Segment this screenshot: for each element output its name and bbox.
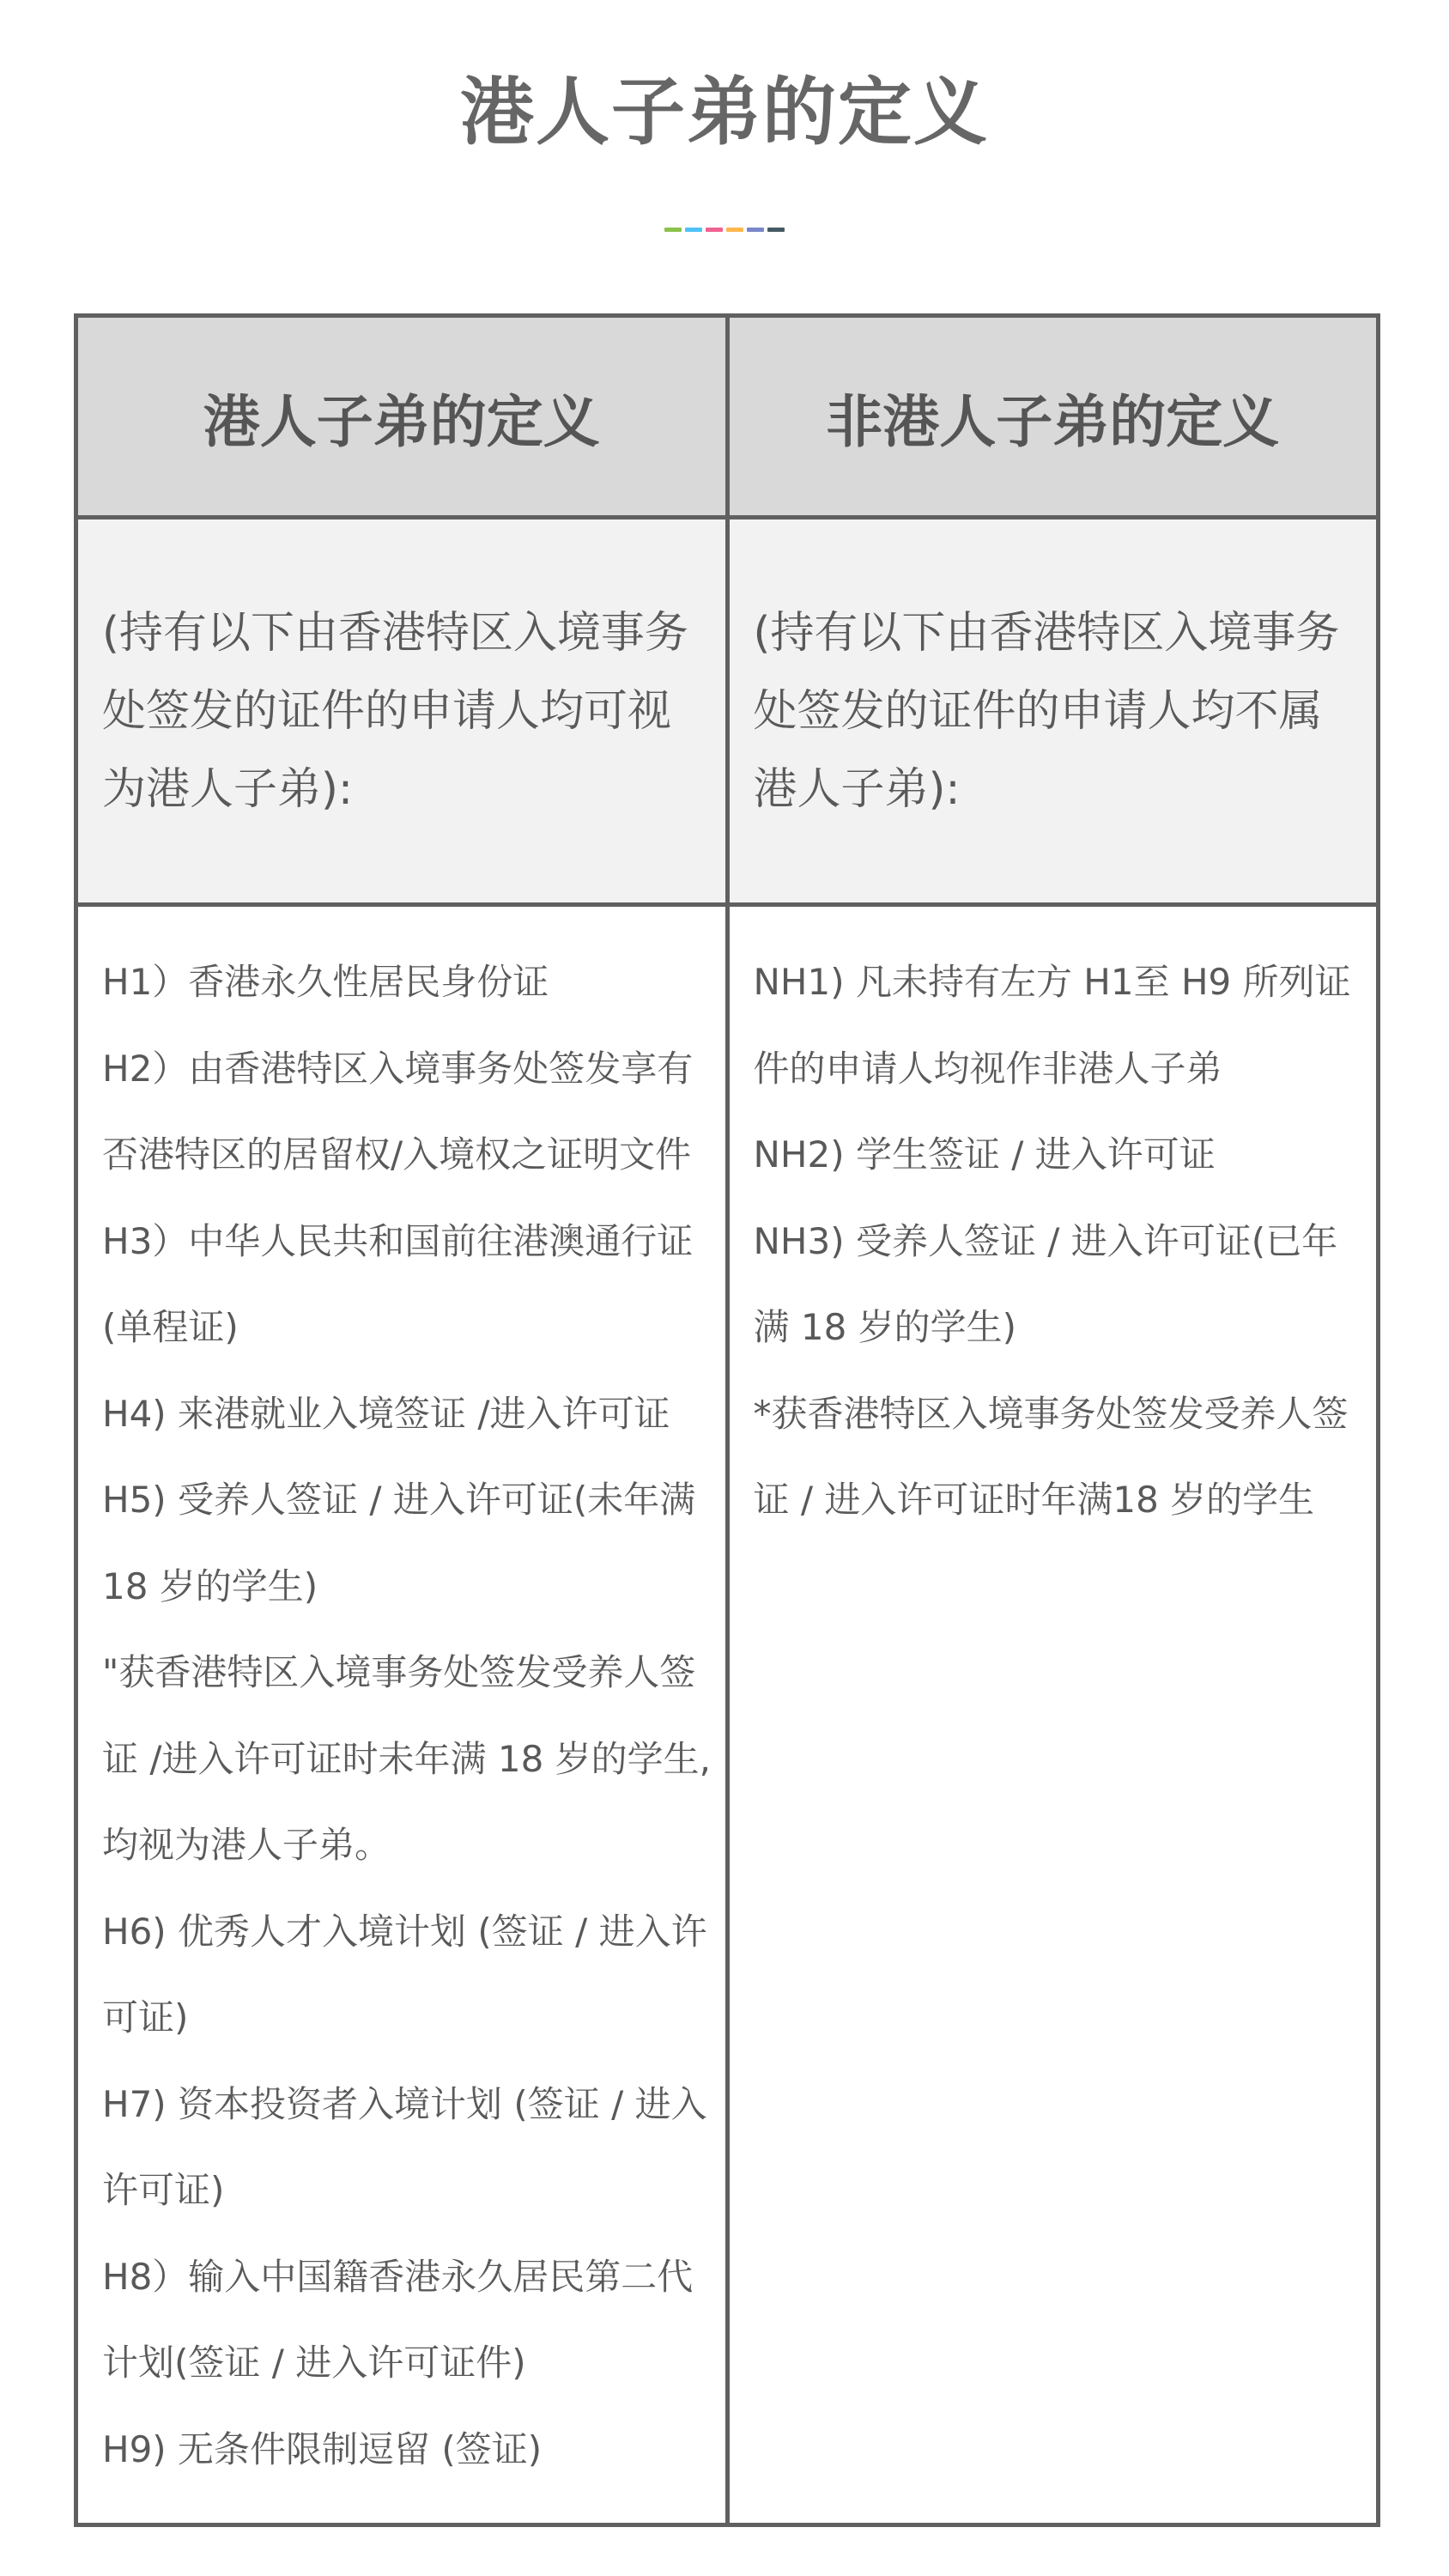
- divider-segment: [706, 228, 723, 232]
- list-item: H2）由香港特区入境事务处签发享有: [102, 1047, 694, 1090]
- subheader-line: (持有以下由香港特区入境事务: [102, 607, 688, 659]
- list-item: 证 / 进入许可证时年满18 岁的学生: [753, 1479, 1315, 1521]
- list-item: H1）香港永久性居民身份证: [102, 961, 549, 1003]
- list-item: "获香港特区入境事务处签发受养人签: [102, 1651, 696, 1693]
- subheader-line: 港人子弟):: [753, 763, 961, 815]
- list-item: *获香港特区入境事务处签发受养人签: [753, 1392, 1349, 1435]
- list-item: 满 18 岁的学生): [753, 1306, 1017, 1348]
- header-non-hk-children: 非港人子弟的定义: [727, 316, 1379, 518]
- subheader-line: (持有以下由香港特区入境事务: [753, 607, 1340, 659]
- list-item: H6) 优秀人才入境计划 (签证 / 进入许: [102, 1910, 707, 1953]
- list-item: 证 /进入许可证时未年满 18 岁的学生,: [102, 1737, 711, 1780]
- divider-segment: [685, 228, 702, 232]
- definition-table: [74, 313, 1380, 2527]
- list-item: NH3) 受养人签证 / 进入许可证(已年: [753, 1219, 1338, 1262]
- list-item: 计划(签证 / 进入许可证件): [102, 2342, 526, 2384]
- list-item: 18 岁的学生): [102, 1564, 318, 1607]
- list-item: NH2) 学生签证 / 进入许可证: [753, 1133, 1216, 1176]
- list-item: (单程证): [102, 1306, 239, 1348]
- list-item: H4) 来港就业入境签证 /进入许可证: [102, 1392, 670, 1435]
- list-item: H7) 资本投资者入境计划 (签证 / 进入: [102, 2082, 707, 2125]
- divider-segment: [747, 228, 764, 232]
- list-item: H5) 受养人签证 / 进入许可证(未年满: [102, 1479, 696, 1521]
- list-item: NH1) 凡未持有左方 H1至 H9 所列证: [753, 961, 1351, 1003]
- list-item: 件的申请人均视作非港人子弟: [753, 1047, 1222, 1090]
- subheader-line: 为港人子弟):: [102, 763, 354, 815]
- page-title: 港人子弟的定义: [460, 70, 989, 155]
- list-item: 均视为港人子弟。: [102, 1824, 391, 1866]
- non-hk-children-document-list: [727, 905, 1379, 2525]
- divider-segment: [767, 228, 785, 232]
- table-body-row: [76, 905, 1379, 2525]
- hk-children-document-list: [76, 905, 728, 2525]
- table-header-row: [76, 316, 1379, 518]
- subheader-non-hk-children: [727, 518, 1379, 905]
- divider-segment: [664, 228, 682, 232]
- list-item: H3）中华人民共和国前往港澳通行证: [102, 1219, 694, 1262]
- list-item: 否港特区的居留权/入境权之证明文件: [102, 1133, 692, 1176]
- divider-segment: [726, 228, 743, 232]
- table-subheader-row: [76, 518, 1379, 905]
- list-item: 许可证): [102, 2169, 225, 2211]
- list-item: 可证): [102, 1996, 189, 2038]
- title-divider: [664, 228, 785, 232]
- list-item: H9) 无条件限制逗留 (签证): [102, 2427, 543, 2470]
- list-item: H8）输入中国籍香港永久居民第二代: [102, 2255, 694, 2298]
- subheader-hk-children: [76, 518, 728, 905]
- subheader-line: 处签发的证件的申请人均可视: [102, 685, 672, 737]
- subheader-line: 处签发的证件的申请人均不属: [753, 685, 1323, 737]
- header-hk-children: 港人子弟的定义: [76, 316, 728, 518]
